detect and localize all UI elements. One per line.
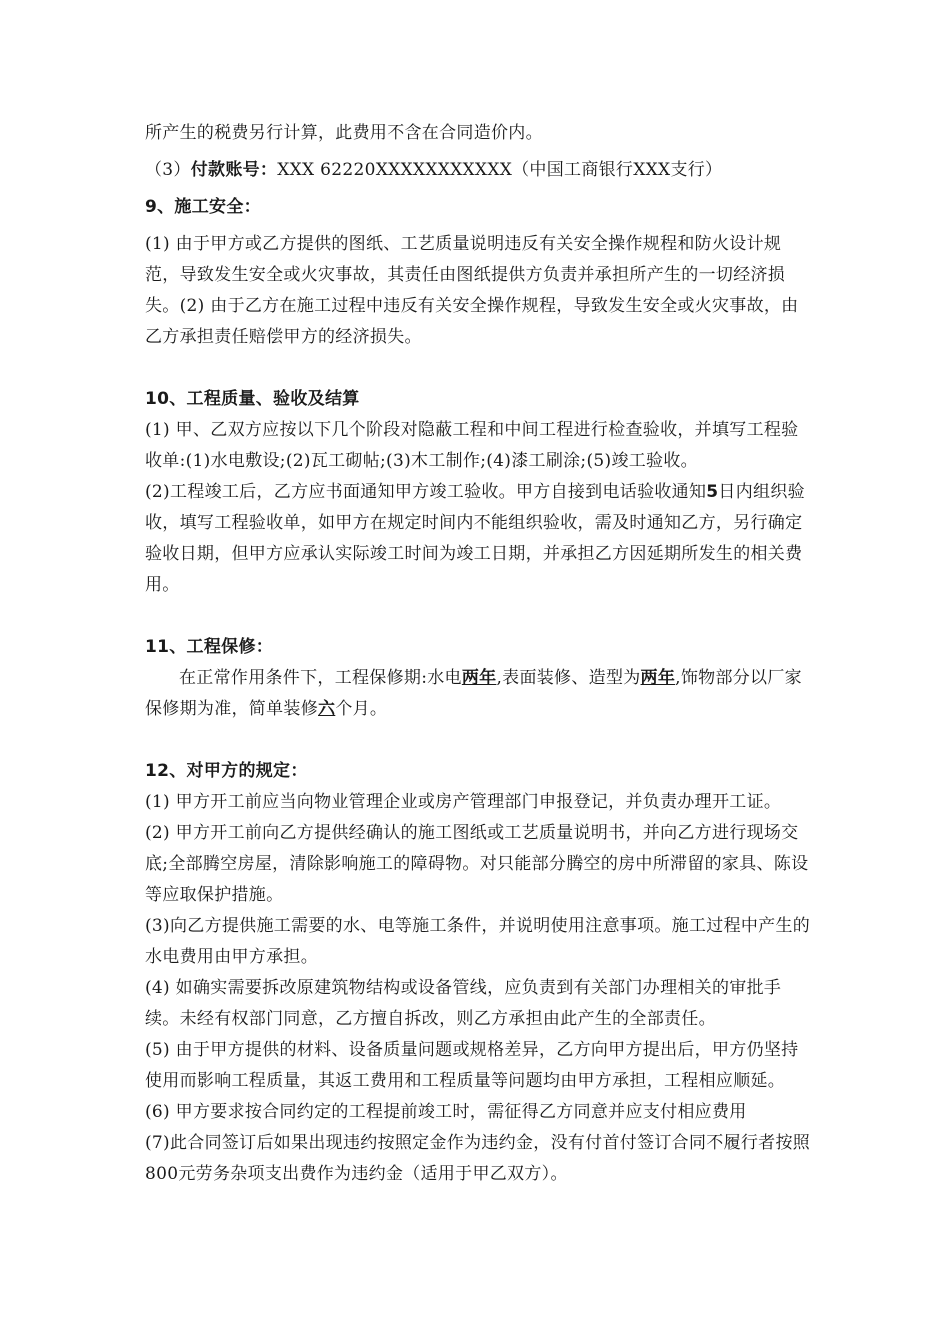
section10-item-1: (1) 甲、乙双方应按以下几个阶段对隐蔽工程和中间工程进行检查验收，并填写工程验收单:(1)水电敷设;(2)瓦工砌帖;(3)木工制作;(4)漆工刷涂;(5)竣工验收。 bbox=[145, 420, 799, 471]
document-page bbox=[145, 118, 813, 1190]
warranty-text-4: 个月。 bbox=[335, 699, 388, 719]
section9-text: (1) 由于甲方或乙方提供的图纸、工艺质量说明违反有关安全操作规程和防火设计规范，导致发生安全或火灾事故，其责任由图纸提供方负责并承担所产生的一切经济损失。(2) 由于乙方在施工过程中违反有关安全操作规程，导致发生安全或火灾事故，由乙方承担责任赔偿甲方的经济损失。 bbox=[145, 234, 799, 347]
section11-heading: 11、工程保修： bbox=[145, 637, 274, 657]
section12-heading: 12、对甲方的规定： bbox=[145, 761, 308, 781]
warranty-text-2: ,表面装修、造型为 bbox=[496, 668, 641, 688]
section12-item-2: (2) 甲方开工前向乙方提供经确认的施工图纸或工艺质量说明书，并向乙方进行现场交底;全部腾空房屋，清除影响施工的障碍物。对只能部分腾空的房中所滞留的家具、陈设等应取保护措施。 bbox=[145, 823, 809, 905]
warranty-text-1: 在正常作用条件下，工程保修期:水电 bbox=[179, 668, 462, 688]
payment-account-line bbox=[145, 155, 813, 186]
section10-item-2-text-b: 日内组织验收，填写工程验收单，如甲方在规定时间内不能组织验收，需及时通知乙方，另行确定验收日期，但甲方应承认实际竣工时间为竣工日期，并承担乙方因延期所发生的相关费用。 bbox=[145, 482, 805, 595]
tax-note: 所产生的税费另行计算，此费用不含在合同造价内。 bbox=[145, 123, 543, 143]
section12-item-3: (3)向乙方提供施工需要的水、电等施工条件，并说明使用注意事项。施工过程中产生的水电费用由甲方承担。 bbox=[145, 916, 811, 967]
warranty-finish-period: 两年 bbox=[640, 668, 676, 688]
section9-heading: 9、施工安全： bbox=[145, 197, 261, 217]
section10-item-2 bbox=[145, 477, 813, 601]
section10-heading: 10、工程质量、验收及结算 bbox=[145, 389, 360, 409]
section10-item-2-text-a: (2)工程竣工后，乙方应书面通知甲方竣工验收。甲方自接到电话验收通知 bbox=[145, 482, 707, 502]
warranty-utilities-period: 两年 bbox=[461, 668, 497, 688]
section11-text bbox=[145, 663, 813, 725]
section12-item-1: (1) 甲方开工前应当向物业管理企业或房产管理部门申报登记，并负责办理开工证。 bbox=[145, 792, 782, 812]
warranty-text-3: ,饰物部分以厂家保修期为准，简单装修 bbox=[145, 668, 802, 719]
section12-item-6: (6) 甲方要求按合同约定的工程提前竣工时，需征得乙方同意并应支付相应费用 bbox=[145, 1102, 747, 1122]
payment-value: XXX 62220XXXXXXXXXXX（中国工商银行XXX支行） bbox=[277, 160, 723, 180]
acceptance-days: 5 bbox=[706, 482, 719, 502]
section12-item-4: (4) 如确实需要拆改原建筑物结构或设备管线，应负责到有关部门办理相关的审批手续。未经有权部门同意，乙方擅自拆改，则乙方承担由此产生的全部责任。 bbox=[145, 978, 782, 1029]
warranty-simple-period: 六 bbox=[318, 699, 336, 719]
payment-label: 付款账号： bbox=[190, 160, 278, 180]
section12-item-5: (5) 由于甲方提供的材料、设备质量问题或规格差异，乙方向甲方提出后，甲方仍坚持使用而影响工程质量，其返工费用和工程质量等问题均由甲方承担，工程相应顺延。 bbox=[145, 1040, 799, 1091]
payment-prefix: （3） bbox=[145, 160, 191, 180]
section12-item-7: (7)此合同签订后如果出现违约按照定金作为违约金，没有付首付签订合同不履行者按照800元劳务杂项支出费作为违约金（适用于甲乙双方）。 bbox=[145, 1133, 811, 1184]
